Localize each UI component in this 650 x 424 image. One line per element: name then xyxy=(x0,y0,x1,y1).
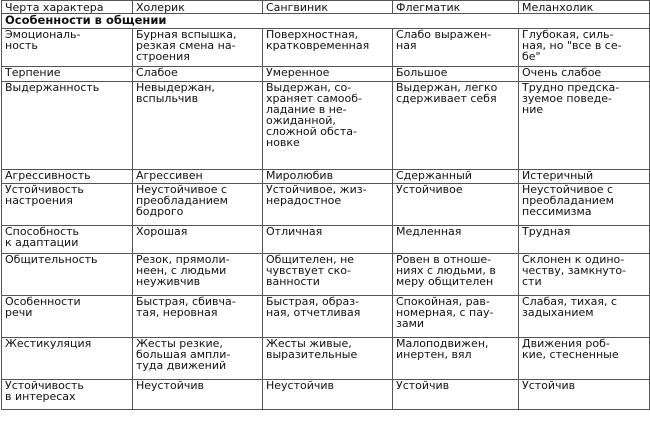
phlegmatic-cell: Слабо выражен- ная xyxy=(393,29,519,67)
table-row xyxy=(2,380,650,410)
header-melancholic: Меланхолик xyxy=(519,1,650,14)
header-phlegmatic: Флегматик xyxy=(393,1,519,14)
trait-cell: Устойчивость настроения xyxy=(2,184,133,226)
phlegmatic-cell: Устойчивое xyxy=(393,184,519,226)
trait-cell: Эмоциональ- ность xyxy=(2,29,133,67)
header-choleric: Холерик xyxy=(133,1,263,14)
table-row xyxy=(2,67,650,82)
trait-cell: Способность к адаптации xyxy=(2,226,133,254)
table-row xyxy=(2,254,650,296)
sanguine-cell: Жесты живые, выразительные xyxy=(263,338,393,380)
phlegmatic-cell: Устойчив xyxy=(393,380,519,410)
choleric-cell: Агрессивен xyxy=(133,170,263,184)
phlegmatic-cell: Малоподвижен, инертен, вял xyxy=(393,338,519,380)
sanguine-cell: Выдержан, со- храняет самооб- ладание в не- ожиданной, сложной обста- новке xyxy=(263,82,393,170)
choleric-cell: Неустойчивое с преобладанием бодрого xyxy=(133,184,263,226)
sanguine-cell: Миролюбив xyxy=(263,170,393,184)
table-row xyxy=(2,338,650,380)
phlegmatic-cell: Выдержан, легко сдерживает себя xyxy=(393,82,519,170)
phlegmatic-cell: Медленная xyxy=(393,226,519,254)
table-row xyxy=(2,226,650,254)
sanguine-cell: Поверхностная, кратковременная xyxy=(263,29,393,67)
trait-cell: Жестикуляция xyxy=(2,338,133,380)
sanguine-cell: Общителен, не чувствует ско- ванности xyxy=(263,254,393,296)
sanguine-cell: Быстрая, образ- ная, отчетливая xyxy=(263,296,393,338)
header-row xyxy=(2,1,650,14)
melancholic-cell: Движения роб- кие, стесненные xyxy=(519,338,650,380)
choleric-cell: Слабое xyxy=(133,67,263,82)
choleric-cell: Хорошая xyxy=(133,226,263,254)
melancholic-cell: Склонен к одино- честву, замкнуто- сти xyxy=(519,254,650,296)
phlegmatic-cell: Спокойная, рав- номерная, с пау- зами xyxy=(393,296,519,338)
phlegmatic-cell: Большое xyxy=(393,67,519,82)
table-row xyxy=(2,296,650,338)
choleric-cell: Резок, прямоли- неен, с людьми неуживчив xyxy=(133,254,263,296)
melancholic-cell: Глубокая, силь- ная, но "все в се- бе" xyxy=(519,29,650,67)
sanguine-cell: Отличная xyxy=(263,226,393,254)
trait-cell: Особенности речи xyxy=(2,296,133,338)
choleric-cell: Неустойчив xyxy=(133,380,263,410)
trait-cell: Терпение xyxy=(2,67,133,82)
choleric-cell: Бурная вспышка, резкая смена на- строения xyxy=(133,29,263,67)
section-title: Особенности в общении xyxy=(2,14,650,29)
table-row xyxy=(2,29,650,67)
sanguine-cell: Устойчивое, жиз- нерадостное xyxy=(263,184,393,226)
trait-cell: Агрессивность xyxy=(2,170,133,184)
choleric-cell: Жесты резкие, большая ампли- туда движений xyxy=(133,338,263,380)
melancholic-cell: Очень слабое xyxy=(519,67,650,82)
melancholic-cell: Трудно предска- зуемое поведе- ние xyxy=(519,82,650,170)
trait-cell: Выдержанность xyxy=(2,82,133,170)
trait-cell: Общительность xyxy=(2,254,133,296)
sanguine-cell: Неустойчив xyxy=(263,380,393,410)
trait-cell: Устойчивость в интересах xyxy=(2,380,133,410)
choleric-cell: Быстрая, сбивча- тая, неровная xyxy=(133,296,263,338)
table-row xyxy=(2,82,650,170)
sanguine-cell: Умеренное xyxy=(263,67,393,82)
temperament-table xyxy=(1,0,650,410)
header-trait: Черта характера xyxy=(2,1,133,14)
table-row xyxy=(2,184,650,226)
table-row xyxy=(2,170,650,184)
melancholic-cell: Устойчив xyxy=(519,380,650,410)
section-row xyxy=(2,14,650,29)
header-sanguine: Сангвиник xyxy=(263,1,393,14)
melancholic-cell: Истеричный xyxy=(519,170,650,184)
melancholic-cell: Трудная xyxy=(519,226,650,254)
phlegmatic-cell: Ровен в отноше- ниях с людьми, в меру общителен xyxy=(393,254,519,296)
melancholic-cell: Неустойчивое с преобладанием пессимизма xyxy=(519,184,650,226)
melancholic-cell: Слабая, тихая, с задыханием xyxy=(519,296,650,338)
choleric-cell: Невыдержан, вспыльчив xyxy=(133,82,263,170)
phlegmatic-cell: Сдержанный xyxy=(393,170,519,184)
